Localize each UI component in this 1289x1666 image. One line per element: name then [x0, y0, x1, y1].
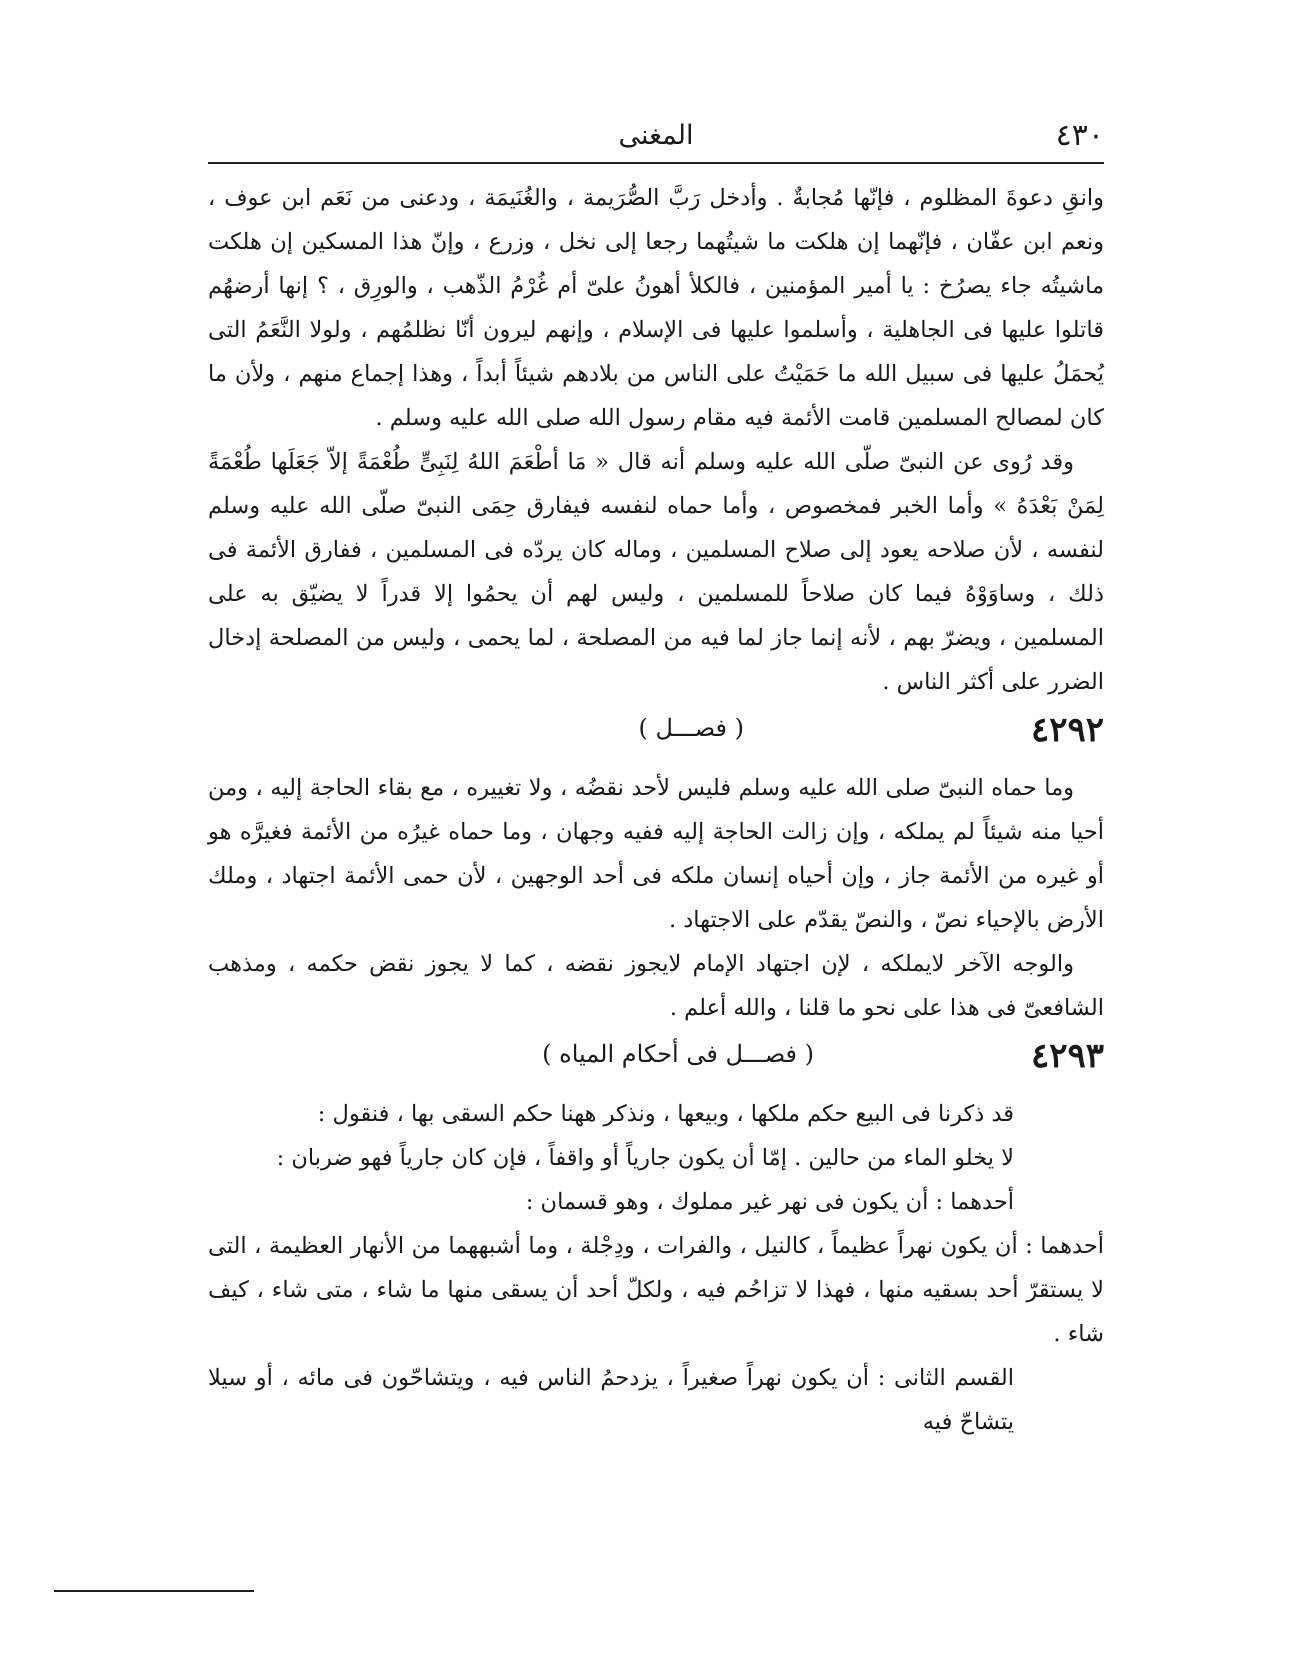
paragraph-line: قد ذكرنا فى البيع حكم ملكها ، وبيعها ، ونذكر ههنا حكم السقى بها ، فنقول : — [317, 1101, 1014, 1127]
paragraph: وما حماه النبىّ صلى الله عليه وسلم فليس لأحد نقضُه ، ولا تغييره ، مع بقاء الحاجة إليه ، ومن أحيا منه شيئاً لم يملكه ، وإن زالت الحاجة إليه ففيه وجهان ، وما حماه غيرُه من الأئمة فغيرَّه هو أو غيره من الأئمة جاز ، وإن أحياه إنسان ملكه فى أحد الوجهين ، لأن حمى الأئمة اجتهاد ، وملك الأرض بالإحياء نصّ ، والنصّ يقدّم على الاجتهاد . — [208, 775, 1104, 933]
footnote-rule — [54, 1590, 254, 1592]
running-title: المغنى — [618, 120, 694, 151]
paragraph: القسم الثانى : أن يكون نهراً صغيراً ، يزدحمُ الناس فيه ، ويتشاحّون فى مائه ، أو سيلا يتشاحّ فيه — [208, 1365, 1014, 1435]
section-number: ٤٢٩٢ — [1030, 710, 1104, 750]
paragraph: أحدهما : أن يكون نهراً عظيماً ، كالنيل ، والفرات ، ودِجْلة ، وما أشبههما من الأنهار العظيمة ، التى لا يستقرّ أحد بسقيه منها ، فهذا لا تزاحُم فيه ، ولكلّ أحد أن يسقى منها ما شاء ، متى شاء ، كيف شاء . — [208, 1233, 1104, 1347]
paragraph: وقد رُوى عن النبىّ صلّى الله عليه وسلم أنه قال « مَا أطْعَمَ اللهُ لِنَبِىٍّ طُعْمَةً إلاّ جَعَلَها طُعْمَةً لِمَنْ بَعْدَهُ » وأما الخبر فمخصوص ، وأما حماه لنفسه فيفارق حِمَى النبىّ صلّى الله عليه وسلم لنفسه ، لأن صلاحه يعود إلى صلاح المسلمين ، وماله كان يردّه فى المسلمين ، ففارق الأئمة فى ذلك ، وساوَوْهُ فيما كان صلاحاً للمسلمين ، وليس لهم أن يحمُوا إلا قدراً لا يضيّق به على المسلمين ، ويضرّ بهم ، لأنه إنما جاز لما فيه من المصلحة ، لما يحمى ، وليس من المصلحة إدخال الضرر على أكثر الناس . — [208, 449, 1104, 695]
section-heading-4293 — [208, 1030, 1104, 1092]
section-number: ٤٢٩٣ — [1030, 1036, 1104, 1076]
section-heading-4292 — [208, 704, 1104, 766]
body-text — [208, 176, 1104, 1444]
paragraph-line: لا يخلو الماء من حالين . إمّا أن يكون جارياً أو واقفاً ، فإن كان جارياً فهو ضربان : — [276, 1145, 1014, 1171]
page-number: ٤٣٠ — [1055, 118, 1104, 153]
page-header — [208, 118, 1104, 162]
paragraph-line: أحدهما : أن يكون فى نهر غير مملوك ، وهو قسمان : — [525, 1189, 1014, 1215]
header-rule — [208, 162, 1104, 164]
paragraph: وانقِ دعوةَ المظلوم ، فإنّها مُجابةٌ . وأدخل رَبَّ الصُّرَيمة ، والغُنَيمَة ، ودعنى من نَعَم ابن عوف ، ونعم ابن عفّان ، فإنّهما إن هلكت ما شيتُهما رجعا إلى نخل ، وزرع ، وإنّ هذا المسكين إن هلكت ماشيتُه جاء يصرُخ : يا أمير المؤمنين ، فالكلأ أهونُ علىّ أم غُرْمُ الذّهب ، والورِق ، ؟ إنها أرضهُم قاتلوا عليها فى الجاهلية ، وأسلموا عليها فى الإسلام ، وإنهم ليرون أنّا نظلمُهم ، ولولا النَّعَمُ التى يُحمَلُ عليها فى سبيل الله ما حَمَيْتُ على الناس من بلادهم شيئاً أبداً ، وهذا إجماع منهم ، ولأن ما كان لمصالح المسلمين قامت الأئمة فيه مقام رسول الله صلى الله عليه وسلم . — [208, 185, 1104, 431]
paragraph: والوجه الآخر لايملكه ، لإن اجتهاد الإمام لايجوز نقضه ، كما لا يجوز نقض حكمه ، ومذهب الشافعىّ فى هذا على نحو ما قلنا ، والله أعلم . — [208, 951, 1104, 1021]
section-title: ( فصـــل فى أحكام المياه ) — [542, 1040, 814, 1068]
section-title: ( فصـــل ) — [638, 714, 744, 742]
